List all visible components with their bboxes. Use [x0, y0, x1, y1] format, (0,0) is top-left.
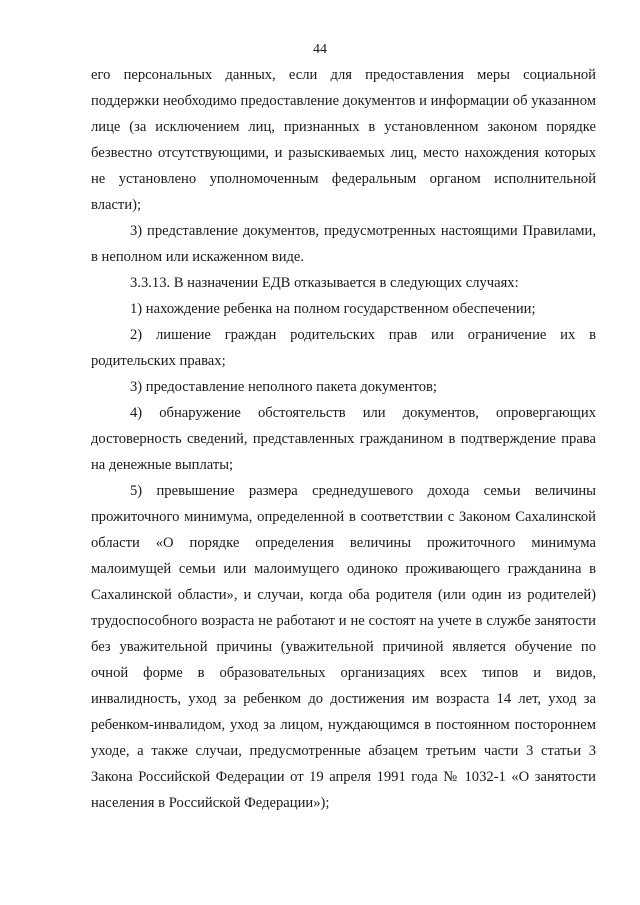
paragraph-refusal-5: 5) превышение размера среднедушевого дохода семьи величины прожиточного минимума, определенной в соответствии с Законом Сахалинской области «О порядке определения величины прожиточного минимума малоимущей семьи или малоимущего одиноко проживающего гражданина в Сахалинской области», и случаи, когда оба родителя (или один из родителей) трудоспособного возраста не работают и не состоят на учете в службе занятости без уважительной причины (уважительной причиной является обучение по очной форме в образовательных организациях всех типов и видов, инвалидность, уход за ребенком до достижения им возраста 14 лет, уход за ребенком-инвалидом, уход за лицом, нуждающимся в постоянном постороннем уходе, а также случаи, предусмотренные абзацем третьим части 3 статьи 3 Закона Российской Федерации от 19 апреля 1991 года № 1032-1 «О занятости населения в Российской Федерации»); — [91, 483, 596, 811]
paragraph-refusal-2: 2) лишение граждан родительских прав или ограничение их в родительских правах; — [91, 327, 596, 369]
paragraph-refusal-3: 3) предоставление неполного пакета документов; — [130, 379, 437, 395]
paragraph-refusal-1: 1) нахождение ребенка на полном государственном обеспечении; — [130, 301, 536, 317]
paragraph-continuation: его персональных данных, если для предоставления меры социальной поддержки необходимо предоставление документов и информации об указанном лице (за исключением лиц, признанных в установленном законом порядке безвестно отсутствующими, и разыскиваемых лиц, место нахождения которых не установлено уполномоченным федеральным органом исполнительной власти); — [91, 67, 596, 213]
document-body — [91, 62, 596, 816]
paragraph-section-3-3-13: 3.3.13. В назначении ЕДВ отказывается в следующих случаях: — [130, 275, 519, 291]
page-number: 44 — [313, 42, 327, 57]
paragraph-item-3: 3) представление документов, предусмотренных настоящими Правилами, в неполном или искаженном виде. — [91, 223, 596, 265]
paragraph-refusal-4: 4) обнаружение обстоятельств или документов, опровергающих достоверность сведений, представленных гражданином в подтверждение права на денежные выплаты; — [91, 405, 596, 473]
